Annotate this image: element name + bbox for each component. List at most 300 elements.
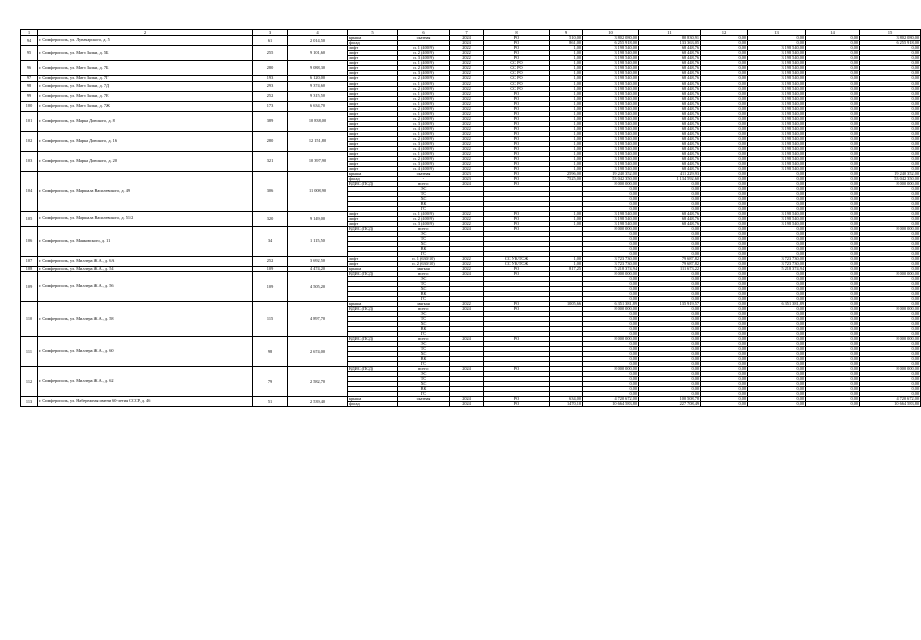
table-cell: 0,00 (701, 221, 748, 226)
column-number: 7 (450, 30, 484, 36)
table-cell: 0,00 (860, 76, 921, 82)
table-cell: лифт (348, 261, 398, 266)
apartments-cell: 109 (253, 272, 288, 302)
table-cell: 0,00 (860, 56, 921, 61)
table-cell: 68 448,76 (639, 51, 701, 56)
table-cell: 3 198 540,00 (748, 131, 806, 136)
table-cell: РО (484, 266, 550, 272)
table-cell: 68 448,76 (639, 86, 701, 91)
table-cell: 0,00 (748, 327, 806, 332)
table-cell: 1,00 (550, 156, 583, 161)
table-cell: п. 4 (400/9) (398, 126, 450, 131)
table-cell: 0,00 (806, 61, 860, 66)
table-cell: 3 198 540,00 (748, 91, 806, 96)
table-cell: 0,00 (860, 266, 921, 272)
table-cell: 0,00 (701, 277, 748, 282)
table-cell: ЭС (398, 372, 450, 377)
table-cell: 0,00 (639, 246, 701, 251)
table-cell: СС УК/ТСЖ (484, 256, 550, 261)
table-cell: 0,00 (860, 357, 921, 362)
table-cell: лифт (348, 221, 398, 226)
table-cell: РО (484, 272, 550, 277)
table-cell: 8 000 000,00 (583, 226, 639, 231)
table-cell: РО (484, 146, 550, 151)
table-cell: СС РО (484, 61, 550, 66)
table-cell: 2022 (450, 111, 484, 116)
table-cell: 1,00 (550, 51, 583, 56)
table-cell: 2022 (450, 256, 484, 261)
table-cell: 0,00 (860, 297, 921, 302)
table-cell: крыша (348, 397, 398, 402)
table-cell: 0,00 (806, 231, 860, 236)
table-cell: лифт (348, 126, 398, 131)
table-cell: РО (484, 131, 550, 136)
table-cell: 2024 (450, 41, 484, 46)
table-cell: всего: (398, 272, 450, 277)
table-cell: 1,00 (550, 61, 583, 66)
table-cell: 0,00 (701, 86, 748, 91)
table-cell: 1,00 (550, 221, 583, 226)
table-cell: 0,00 (806, 146, 860, 151)
table-cell: 0,00 (639, 272, 701, 277)
table-cell: 0,00 (748, 367, 806, 372)
apartments-cell: 34 (253, 226, 288, 256)
table-cell: 0,00 (860, 121, 921, 126)
table-cell: 0,00 (701, 231, 748, 236)
table-cell: 0,00 (806, 91, 860, 96)
table-cell: РО (484, 106, 550, 111)
row-number: 95 (21, 46, 38, 61)
table-cell: 5 218 374,94 (583, 266, 639, 272)
table-cell: 0,00 (806, 216, 860, 221)
table-cell: скатная (398, 36, 450, 41)
table-cell: 0,00 (748, 246, 806, 251)
table-cell: 0,00 (806, 256, 860, 261)
table-cell: 0,00 (806, 36, 860, 41)
table-cell: 0,00 (583, 282, 639, 287)
apartments-cell: 280 (253, 131, 288, 151)
table-cell: 2022 (450, 302, 484, 307)
table-cell: РО (484, 51, 550, 56)
table-cell: 6 255 918,00 (860, 41, 921, 46)
table-cell: 19 240 352,00 (860, 171, 921, 176)
table-cell: крыша (348, 266, 398, 272)
area-cell: 4 474,20 (288, 266, 348, 272)
table-cell: 0,00 (583, 287, 639, 292)
row-number: 105 (21, 211, 38, 226)
table-cell: п. 1 (400/9) (398, 91, 450, 96)
table-cell: 0,00 (748, 226, 806, 231)
table-cell: 0,00 (748, 41, 806, 46)
table-cell: 0,00 (806, 211, 860, 216)
table-cell: 0,00 (860, 96, 921, 101)
table-cell: 0,00 (860, 196, 921, 201)
table-cell: 5 218 374,94 (748, 266, 806, 272)
table-cell: 0,00 (639, 231, 701, 236)
table-cell: 0,00 (860, 231, 921, 236)
table-cell: 2022 (450, 211, 484, 216)
table-cell: 3 802 080,00 (860, 36, 921, 41)
table-cell: ХС (398, 241, 450, 246)
table-cell: 0,00 (806, 362, 860, 367)
table-cell: 1,00 (550, 121, 583, 126)
table-cell: 2022 (450, 221, 484, 226)
table-cell: 0,00 (860, 86, 921, 91)
table-cell: 0,00 (860, 236, 921, 241)
table-cell: 0,00 (806, 171, 860, 176)
table-cell: 0,00 (748, 312, 806, 317)
table-cell: 68 448,76 (639, 91, 701, 96)
table-cell: п. 1 (630/10) (398, 256, 450, 261)
table-cell: ВДИС (ПСД) (348, 272, 398, 277)
table-cell: 0,00 (701, 397, 748, 402)
table-cell: 0,00 (748, 382, 806, 387)
apartments-cell: 173 (253, 101, 288, 111)
row-number: 98 (21, 81, 38, 91)
area-cell: 2 674,00 (288, 337, 348, 367)
table-cell: 0,00 (860, 392, 921, 397)
table-cell: 68 448,76 (639, 211, 701, 216)
table-cell: 3 198 540,00 (583, 56, 639, 61)
table-cell: 1,00 (550, 146, 583, 151)
table-cell: 0,00 (701, 241, 748, 246)
table-cell: 0,00 (639, 196, 701, 201)
table-cell: РО (484, 166, 550, 171)
column-number: 3 (253, 30, 288, 36)
table-cell: 0,00 (748, 392, 806, 397)
table-cell: РО (484, 96, 550, 101)
table-cell: 1,00 (550, 81, 583, 86)
table-cell: лифт (348, 61, 398, 66)
table-cell: 2022 (450, 106, 484, 111)
table-cell: 0,00 (806, 327, 860, 332)
table-cell: 0,00 (639, 307, 701, 312)
table-cell: 0,00 (701, 111, 748, 116)
table-cell: 3 198 540,00 (583, 76, 639, 82)
table-cell: 0,00 (639, 312, 701, 317)
table-cell: 0,00 (806, 266, 860, 272)
table-cell: 8 000 000,00 (860, 226, 921, 231)
table-cell: 68 448,76 (639, 146, 701, 151)
row-number: 94 (21, 36, 38, 46)
column-number: 1 (21, 30, 38, 36)
table-cell: 3 198 540,00 (583, 141, 639, 146)
table-cell: 0,00 (701, 46, 748, 51)
area-cell: 9 101,60 (288, 46, 348, 61)
table-cell: 8 000 000,00 (583, 307, 639, 312)
table-cell: 0,00 (701, 322, 748, 327)
table-cell: всего: (398, 367, 450, 372)
table-cell: ВК (398, 387, 450, 392)
table-cell: 0,00 (806, 352, 860, 357)
address-cell: г. Симферополь, ул. Миллера Ж.А., д. 58 (38, 302, 253, 337)
table-cell: 0,00 (860, 327, 921, 332)
table-cell: 0,00 (639, 372, 701, 377)
table-cell: 0,00 (639, 332, 701, 337)
table-cell: СС РО (484, 81, 550, 86)
table-cell: 0,00 (701, 372, 748, 377)
table-cell: 0,00 (860, 332, 921, 337)
table-cell: 0,00 (860, 81, 921, 86)
table-cell: 0,00 (860, 277, 921, 282)
table-cell: 0,00 (701, 377, 748, 382)
table-cell: 0,00 (701, 352, 748, 357)
table-cell: 4 720 672,00 (583, 397, 639, 402)
table-cell: 68 448,76 (639, 106, 701, 111)
row-number: 110 (21, 302, 38, 337)
table-cell: 1,00 (550, 91, 583, 96)
table-cell: 0,00 (806, 392, 860, 397)
table-cell: 2022 (450, 121, 484, 126)
table-cell: 2022 (450, 86, 484, 91)
table-cell: 68 448,76 (639, 46, 701, 51)
table-cell: 0,00 (701, 256, 748, 261)
table-cell: 0,00 (701, 402, 748, 407)
table-cell: 0,00 (860, 377, 921, 382)
table-cell: 0,00 (860, 126, 921, 131)
row-number: 102 (21, 131, 38, 151)
table-cell: СС РО (484, 86, 550, 91)
area-cell: 4 897,70 (288, 302, 348, 337)
table-cell: 0,00 (701, 166, 748, 171)
apartments-cell: 280 (253, 61, 288, 76)
table-cell: 0,00 (806, 402, 860, 407)
table-cell: лифт (348, 141, 398, 146)
table-cell: 3 198 540,00 (583, 216, 639, 221)
table-cell: РО (484, 302, 550, 307)
table-cell: 0,00 (639, 186, 701, 191)
table-cell: ГС (398, 392, 450, 397)
table-cell: 2022 (450, 161, 484, 166)
table-cell: 0,00 (748, 352, 806, 357)
table-cell: 2022 (450, 56, 484, 61)
table-cell: 0,00 (806, 317, 860, 322)
table-cell: 0,00 (860, 151, 921, 156)
apartments-cell: 306 (253, 171, 288, 211)
table-cell: РО (484, 226, 550, 231)
table-cell: 0,00 (748, 322, 806, 327)
table-cell: 68 448,76 (639, 101, 701, 106)
column-number: 5 (348, 30, 398, 36)
table-cell: 133 363,05 (639, 41, 701, 46)
table-cell: лифт (348, 216, 398, 221)
table-cell: 0,00 (806, 261, 860, 266)
table-cell: 0,00 (639, 357, 701, 362)
table-cell: лифт (348, 106, 398, 111)
table-cell: 0,00 (860, 211, 921, 216)
table-cell: 3 198 540,00 (748, 161, 806, 166)
table-cell: лифт (348, 46, 398, 51)
table-cell: мягкая (398, 302, 450, 307)
table-cell: 1,00 (550, 166, 583, 171)
table-cell: 0,00 (639, 317, 701, 322)
table-cell: 2023 (450, 176, 484, 181)
table-cell: 0,00 (860, 312, 921, 317)
column-number: 10 (583, 30, 639, 36)
table-cell: 0,00 (701, 176, 748, 181)
table-cell (398, 402, 450, 407)
column-number: 15 (860, 30, 921, 36)
table-cell: 0,00 (639, 362, 701, 367)
table-cell: 1,00 (550, 131, 583, 136)
table-cell: п. 3 (400/9) (398, 221, 450, 226)
table-cell: ВДИС (ПСД) (348, 307, 398, 312)
table-cell: 3 198 540,00 (748, 116, 806, 121)
table-cell: 68 448,76 (639, 161, 701, 166)
document-sheet (20, 29, 919, 407)
table-cell: 0,00 (806, 131, 860, 136)
table-cell: п. 1 (400/9) (398, 46, 450, 51)
table-cell: 0,00 (806, 337, 860, 342)
table-cell: 2022 (450, 136, 484, 141)
table-cell: РО (484, 136, 550, 141)
area-cell: 11 008,90 (288, 171, 348, 211)
table-cell: 3 198 540,00 (748, 221, 806, 226)
table-cell: 0,00 (748, 332, 806, 337)
table-cell: 8 000 000,00 (583, 181, 639, 186)
table-cell: 1005,66 (550, 302, 583, 307)
table-cell: 0,00 (806, 41, 860, 46)
table-cell: скатная (398, 397, 450, 402)
table-cell: 0,00 (806, 106, 860, 111)
column-number: 12 (701, 30, 748, 36)
table-cell: ТС (398, 347, 450, 352)
table-cell: 6 351 381,89 (748, 302, 806, 307)
table-cell: 0,00 (639, 322, 701, 327)
table-cell: лифт (348, 116, 398, 121)
table-cell: 0,00 (639, 347, 701, 352)
table-cell: 68 448,76 (639, 121, 701, 126)
apartments-cell: 252 (253, 91, 288, 101)
table-cell: 1,00 (550, 66, 583, 71)
table-cell: п. 3 (400/9) (398, 141, 450, 146)
table-cell: 1,00 (550, 46, 583, 51)
table-cell: 1,00 (550, 261, 583, 266)
table-cell: 0,00 (583, 377, 639, 382)
table-cell: 0,00 (583, 347, 639, 352)
table-cell: 0,00 (806, 241, 860, 246)
column-number: 6 (398, 30, 450, 36)
address-cell: г. Симферополь, ул. Матэ Залки, д. 7Д (38, 81, 253, 91)
table-cell: 0,00 (639, 201, 701, 206)
table-cell: 0,00 (639, 181, 701, 186)
table-cell: лифт (348, 51, 398, 56)
table-cell: 0,00 (701, 337, 748, 342)
table-cell: 0,00 (860, 51, 921, 56)
column-number: 2 (38, 30, 253, 36)
table-cell: 0,00 (701, 66, 748, 71)
table-cell: ХС (398, 287, 450, 292)
row-number: 109 (21, 272, 38, 302)
table-cell: 0,00 (806, 111, 860, 116)
table-cell: 0,00 (701, 141, 748, 146)
table-cell: 8 000 000,00 (860, 307, 921, 312)
table-cell: п. 4 (400/9) (398, 146, 450, 151)
table-cell: лифт (348, 256, 398, 261)
table-cell: 6 255 918,00 (583, 41, 639, 46)
table-cell: СС УК/ТСЖ (484, 261, 550, 266)
table-cell: РО (484, 367, 550, 372)
table-cell: 0,00 (748, 372, 806, 377)
row-number: 108 (21, 266, 38, 272)
table-cell: 2024 (450, 181, 484, 186)
table-cell: 2024 (450, 367, 484, 372)
table-cell: 0,00 (701, 146, 748, 151)
table-cell: 0,00 (806, 141, 860, 146)
table-cell: РО (484, 101, 550, 106)
table-cell: 3 198 540,00 (583, 146, 639, 151)
table-cell: 3 198 540,00 (583, 51, 639, 56)
area-cell: 2 014,50 (288, 36, 348, 46)
table-cell: РО (484, 156, 550, 161)
table-cell: 0,00 (639, 287, 701, 292)
table-cell: 3 198 540,00 (583, 96, 639, 101)
row-number: 112 (21, 367, 38, 397)
table-cell: РО (484, 126, 550, 131)
table-cell: 0,00 (806, 251, 860, 256)
table-cell: 2024 (450, 307, 484, 312)
table-cell: 2022 (450, 141, 484, 146)
table-cell: 0,00 (701, 36, 748, 41)
table-cell: 3 198 540,00 (583, 111, 639, 116)
table-cell: 0,00 (583, 327, 639, 332)
area-cell: 6 634,70 (288, 101, 348, 111)
table-cell: 0,00 (639, 236, 701, 241)
table-cell: 0,00 (806, 312, 860, 317)
table-cell: лифт (348, 161, 398, 166)
address-cell: г. Симферополь, ул. Марка Донского, д. 16 (38, 131, 253, 151)
table-cell: 0,00 (639, 191, 701, 196)
table-cell: 0,00 (806, 377, 860, 382)
table-cell: 0,00 (583, 372, 639, 377)
table-cell: лифт (348, 66, 398, 71)
table-cell: 68 448,76 (639, 116, 701, 121)
row-number: 96 (21, 61, 38, 76)
area-cell: 2 539,40 (288, 397, 348, 407)
table-cell: 0,00 (860, 261, 921, 266)
table-cell: 0,00 (860, 256, 921, 261)
table-cell: 0,00 (583, 241, 639, 246)
table-cell: 3 198 540,00 (583, 106, 639, 111)
table-cell: 0,00 (806, 151, 860, 156)
table-cell: 0,00 (806, 121, 860, 126)
table-cell: 0,00 (860, 251, 921, 256)
table-cell: 0,00 (701, 41, 748, 46)
table-body (21, 30, 921, 407)
table-cell: 8 000 000,00 (860, 272, 921, 277)
table-cell: 0,00 (860, 61, 921, 66)
table-cell: 0,00 (806, 46, 860, 51)
table-cell: 0,00 (639, 337, 701, 342)
table-cell: 0,00 (806, 287, 860, 292)
table-cell: 3 198 540,00 (748, 121, 806, 126)
table-cell: 3 198 540,00 (748, 106, 806, 111)
table-cell: 0,00 (639, 387, 701, 392)
table-cell: 0,00 (701, 272, 748, 277)
table-cell: п. 3 (400/9) (398, 71, 450, 76)
table-cell: 3 198 540,00 (748, 96, 806, 101)
table-cell: 0,00 (748, 317, 806, 322)
table-cell: 3 198 540,00 (748, 81, 806, 86)
table-cell: 0,00 (701, 342, 748, 347)
table-cell: 68 448,76 (639, 56, 701, 61)
table-cell: 68 448,76 (639, 81, 701, 86)
table-cell: 2024 (450, 337, 484, 342)
table-cell: 68 448,76 (639, 221, 701, 226)
table-cell: 0,00 (806, 297, 860, 302)
table-cell: 0,00 (748, 377, 806, 382)
table-cell: 0,00 (701, 327, 748, 332)
